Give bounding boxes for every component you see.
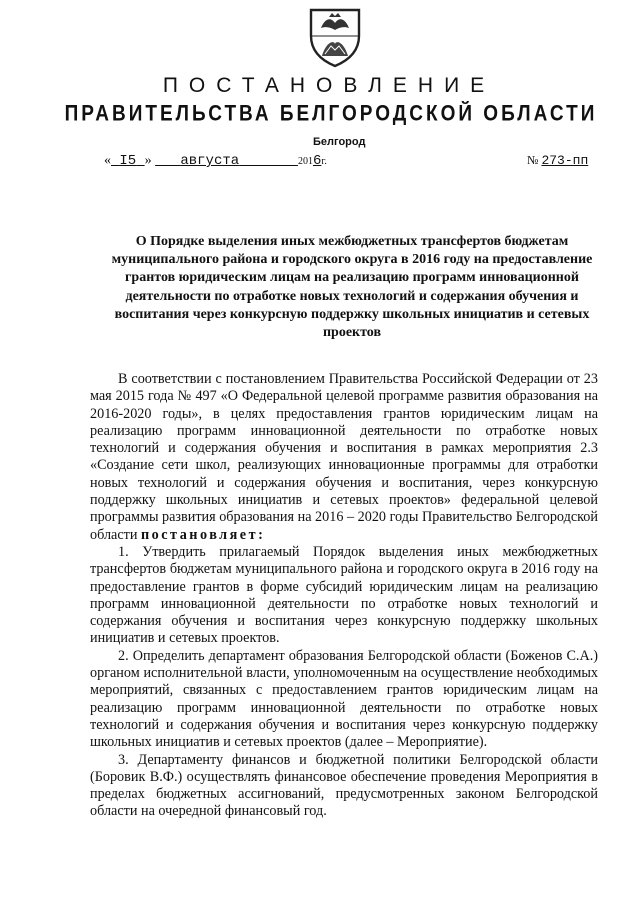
number-prefix: № [527,153,539,167]
date-day: I5 [119,153,137,169]
issuer-title: ПРАВИТЕЛЬСТВА БЕЛГОРОДСКОЙ ОБЛАСТИ [64,102,598,127]
item-1-paragraph: 1. Утвердить прилагаемый Порядок выделения иных межбюджетных трансфертов бюджетам муниципального района и городского округа в 2016 году на предоставление грантов в форме субсидий юридическим лицам на реализацию программ инновационной деятельности по отработке новых технологий и содержания обучения и воспитания через конкурсную поддержку школьных инициатив и сетевых проектов. [90,543,598,647]
date-month: августа [180,153,240,169]
date-open-quote: « [104,153,111,168]
document-number [527,153,588,168]
intro-paragraph [90,371,598,544]
date-year-mark: г. [321,156,327,167]
coat-of-arms-emblem [305,6,365,68]
document-body [90,371,598,821]
resolves-word: постановляет: [140,526,266,543]
item-2-paragraph: 2. Определить департамент образования Белгородской области (Боженов С.А.) органом исполнительной власти, уполномоченным на осуществление необходимых мероприятий, связанных с предоставлением грантов юридическим лицам на реализацию программ инновационной деятельности по отработке новых технологий и содержания обучения и воспитания через конкурсную поддержку школьных инициатив и сетевых проектов (далее – Мероприятие). [90,647,598,751]
date-year-suffix: 6 [312,153,322,169]
date-close-quote: » [144,153,152,168]
intro-text: В соответствии с постановлением Правительства Российской Федерации от 23 мая 2015 года № 497 «О Федеральной целевой программе развития образования на 2016-2020 годы», в целях предоставления грантов юридическим лицам на реализацию программ инновационной деятельности по отработке новых технологий и содержания обучения и воспитания в рамках мероприятия 2.3 «Создание сети школ, реализующих инновационные программы для отработки новых технологий и содержания обучения и воспитания, через конкурсную поддержку школьных инициатив и сетевых проектов» федеральной целевой программы развития образования на 2016 – 2020 годы Правительство Белгородской области [90,371,598,543]
document-heading: О Порядке выделения иных межбюджетных трансфертов бюджетам муниципального района и городского округа в 2016 году на предоставление грантов юридическим лицам на реализацию программ инновационной деятельности по отработке новых технологий и содержания обучения и воспитания через конкурсную поддержку школьных инициатив и сетевых проектов [111,234,593,341]
city-label: Белгород [313,136,366,148]
number-value: 273-пп [541,153,589,168]
document-date [104,153,327,169]
item-3-paragraph: 3. Департаменту финансов и бюджетной политики Белгородской области (Боровик В.Ф.) осуществлять финансовое обеспечение проведения Мероприятия в пределах бюджетных ассигнований, предусмотренных законом Белгородской области на очередной финансовый год. [90,751,598,820]
date-year-prefix: 201 [297,156,313,167]
document-type-title: ПОСТАНОВЛЕНИЕ [162,74,496,97]
